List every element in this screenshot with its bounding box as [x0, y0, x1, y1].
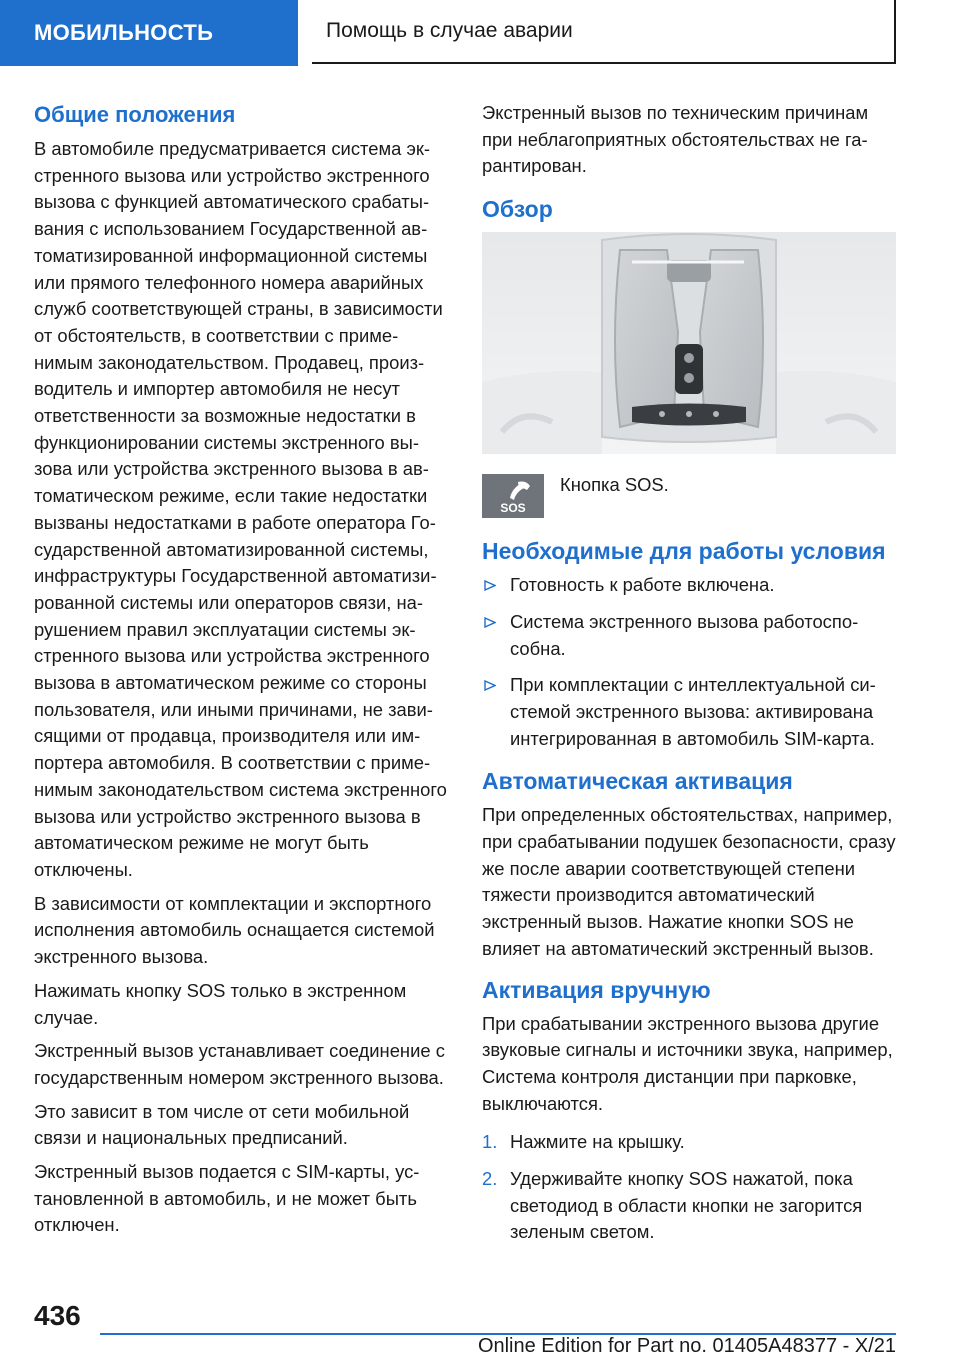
step-text: Удерживайте кнопку SOS нажатой, пока светодиод в области кнопки не загорится зеленым светом. [510, 1168, 863, 1243]
list-item [482, 572, 896, 599]
paragraph: Экстренный вызов устанавливает соединение с государственным номером экстренного вызова. [34, 1040, 445, 1088]
paragraph: Экстренный вызов подается с SIM-карты, установленной в автомобиль, и не может быть отключен. [34, 1161, 420, 1236]
manual-activation-heading: Активация вручную [482, 976, 711, 1003]
right-column [482, 100, 896, 1256]
step-text: Нажмите на крышку. [510, 1131, 685, 1153]
list-item-text: Готовность к работе включена. [510, 574, 775, 596]
paragraph: В автомобиле предусматривается система экстренного вызова или устройство экстренного вызова с функцией автоматического срабатывания с использованием Государственной автоматизированной информационной системы или прямого телефонного номера аварийных служб соответствующей страны, в зависимости от обстоятельств, в соответствии с применимым законодательством. Продавец, производитель и импортер автомобиля не несут ответственности за возможные недостатки в функционировании системы экстренного вызова или устройства экстренного вызова в автоматическом режиме, если такие недостатки вызваны недостатками в работе оператора Государственной автоматизированной системы, инфраструктуры Государственной автоматизированной системы или операторов связи, нарушением правил эксплуатации системы экстренного вызова или устройства экстренного вызова в автоматическом режиме со стороны пользователя, или иными причинами, не зависящими от продавца, производителя или импортера автомобиля. В соответствии с применимым законодательством система экстренного вызова или устройство экстренного вызова в автоматическом режиме не могут быть отключены. [34, 138, 447, 880]
list-item [482, 672, 896, 752]
auto-activation-text: При определенных обстоятельствах, например, при срабатывании подушек безопасности, сразу же после аварии соответствующей степени тяжести производится автоматический экстренный вызов. Нажатие кнопки SOS не влияет на автоматический экстренный вызов. [482, 804, 896, 959]
sos-caption: Кнопка SOS. [560, 474, 669, 496]
conditions-heading: Необходимые для работы условия [482, 538, 886, 565]
left-column [34, 100, 448, 1246]
paragraph: Это зависит в том числе от сети мобильной связи и национальных предписаний. [34, 1100, 410, 1149]
intro-paragraph: Экстренный вызов по техническим причинам при неблагоприятных обстоятельствах не гарантирован. [482, 102, 869, 177]
roof-console-image [482, 232, 896, 454]
step-number: 2. [482, 1168, 498, 1190]
sos-legend [482, 468, 896, 518]
step-number: 1. [482, 1131, 498, 1153]
step-item [482, 1129, 896, 1156]
step-item [482, 1166, 896, 1246]
steps-list [482, 1129, 896, 1246]
conditions-list [482, 572, 896, 752]
triangle-bullet-icon [484, 580, 496, 591]
list-item [482, 609, 896, 662]
footer-edition: Online Edition for Part no. 01405A48377 - X/21 [477, 1335, 896, 1357]
overview-heading: Обзор [482, 196, 553, 223]
paragraph: В зависимости от комплектации и экспортного исполнения автомобиль оснащается системой экстренного вызова. [34, 892, 435, 968]
sos-icon-label: SOS [500, 501, 526, 516]
chapter-title: Помощь в случае аварии [312, 0, 896, 64]
section-tab: МОБИЛЬНОСТЬ [0, 0, 298, 66]
manual-activation-text: При срабатывании экстренного вызова другие звуковые сигналы и источники звука, например, Система контроля дистанции при парковке, выключаются. [482, 1012, 893, 1114]
page-number: 436 [34, 1300, 81, 1331]
paragraph: Нажимать кнопку SOS только в экстренном случае. [34, 979, 407, 1028]
list-item-text: При комплектации с интеллектуальной системой экстренного вызова: активирована интегрированная в автомобиль SIM-карта. [510, 674, 876, 749]
triangle-bullet-icon [484, 680, 496, 691]
general-heading: Общие положения [34, 102, 236, 127]
list-item-text: Система экстренного вызова работоспособна. [510, 610, 859, 659]
triangle-bullet-icon [484, 617, 496, 628]
auto-activation-heading: Автоматическая активация [482, 768, 793, 795]
sos-phone-icon [482, 474, 544, 518]
roof-console-illustration [482, 232, 896, 454]
